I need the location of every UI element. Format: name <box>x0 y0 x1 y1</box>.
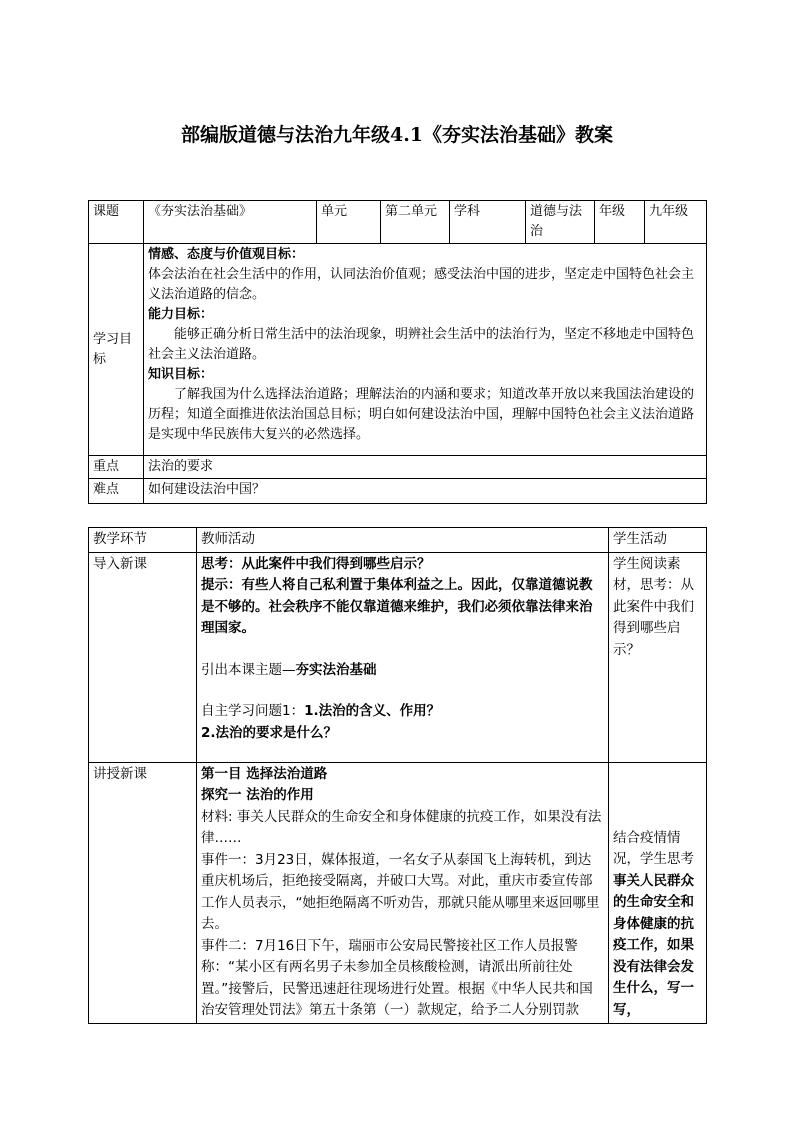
subject-label: 学科 <box>450 201 526 244</box>
difficulty-label: 难点 <box>89 479 144 504</box>
goal-text-attitude: 体会法治在社会生活中的作用，认同法治价值观；感受法治中国的进步，坚定走中国特色社会主义法治道路的信念。 <box>148 267 695 302</box>
course-label: 课题 <box>89 201 144 244</box>
key-point-row <box>89 456 707 479</box>
goal-heading-knowledge: 知识目标： <box>148 367 214 382</box>
intro-lead-prefix: 引出本课主题— <box>201 661 296 678</box>
key-point-label: 重点 <box>89 456 144 479</box>
lecture-event-2: 事件二：7月16日下午，瑞丽市公安局民警接社区工作人员报警称：“某小区有两名男子未参加全员核酸检测，请派出所前往处置。”接警后，民警迅速赶往现场进行处置。根据《中华人民共和国治安管理处罚法》第五十条第（一）款规定，给予二人分别罚款 <box>201 937 593 1018</box>
self-study-q2: 2.法治的要求是什么？ <box>201 724 338 741</box>
self-study-q1 <box>201 701 604 723</box>
intro-lead <box>201 660 604 682</box>
difficulty-row <box>89 479 707 504</box>
grade-label: 年级 <box>595 201 645 244</box>
self-study-q1-text: 1.法治的含义、作用？ <box>304 703 441 719</box>
header-stage: 教学环节 <box>89 528 197 553</box>
grade-value: 九年级 <box>645 201 707 244</box>
lecture-heading-2: 探究一 法治的作用 <box>201 787 314 803</box>
intro-teacher <box>197 552 609 762</box>
learning-goals-label: 学习目标 <box>89 244 144 456</box>
page-title: 部编版道德与法治九年级4.1《夯实法治基础》教案 <box>180 124 614 146</box>
difficulty-value: 如何建设法治中国？ <box>144 479 707 504</box>
lecture-stage: 讲授新课 <box>89 762 197 1023</box>
goal-heading-ability: 能力目标： <box>148 307 214 322</box>
intro-hint: 提示：有些人将自己私利置于集体利益之上。因此，仅靠道德说教是不够的。社会秩序不能仅靠道德来维护，我们必须依靠法律来治理国家。 <box>201 577 593 636</box>
goal-text-ability: 能够正确分析日常生活中的法治现象，明辨社会生活中的法治行为，坚定不移地走中国特色社会主义法治道路。 <box>148 327 695 362</box>
teaching-process-table <box>88 527 707 1024</box>
intro-stage: 导入新课 <box>89 552 197 762</box>
process-header-row <box>89 528 707 553</box>
header-student: 学生活动 <box>609 528 707 553</box>
intro-question: 思考：从此案件中我们得到哪些启示？ <box>201 555 431 572</box>
goal-text-knowledge: 了解我国为什么选择法治道路；理解法治的内涵和要求；知道改革开放以来我国法治建设的历程；知道全面推进依法治国总目标；明白如何建设法治中国，理解中国特色社会主义法治道路是实现中华民族伟大复兴的必然选择。 <box>148 387 695 442</box>
lecture-material: 材料: 事关人民群众的生命安全和身体健康的抗疫工作，如果没有法律…… <box>201 808 602 846</box>
lecture-student-plain: 结合疫情情况，学生思考 <box>613 829 694 867</box>
intro-lead-topic: 夯实法治基础 <box>295 661 377 678</box>
unit-label: 单元 <box>317 201 381 244</box>
lecture-row <box>89 762 707 1023</box>
lecture-student <box>609 762 707 1023</box>
learning-goals-row <box>89 244 707 456</box>
course-value: 《夯实法治基础》 <box>144 201 317 244</box>
lecture-student-bold: 事关人民群众的生命安全和身体健康的抗疫工作，如果没有法律会发生什么，写一写， <box>613 872 694 1018</box>
subject-value: 道德与法治 <box>526 201 595 244</box>
course-info-table <box>88 200 707 504</box>
intro-student: 学生阅读素材，思考：从此案件中我们得到哪些启示？ <box>609 552 707 762</box>
unit-value: 第二单元 <box>381 201 450 244</box>
key-point-value: 法治的要求 <box>144 456 707 479</box>
lecture-student-text <box>613 828 702 1022</box>
lecture-heading-1: 第一目 选择法治道路 <box>201 765 328 782</box>
header-teacher: 教师活动 <box>197 528 609 553</box>
goal-heading-attitude: 情感、态度与价值观目标： <box>148 247 305 262</box>
intro-row <box>89 552 707 762</box>
lecture-teacher <box>197 762 609 1023</box>
course-info-row <box>89 201 707 244</box>
lecture-event-1: 事件一：3月23日，媒体报道，一名女子从泰国飞上海转机，到达重庆机场后，拒绝接受隔离，并破口大骂。对此，重庆市委宣传部工作人员表示，“她拒绝隔离不听劝告，那就只能从哪里来返回哪里去。 <box>201 851 600 932</box>
learning-goals-content <box>144 244 707 456</box>
self-study-prefix: 自主学习问题1： <box>201 703 305 719</box>
